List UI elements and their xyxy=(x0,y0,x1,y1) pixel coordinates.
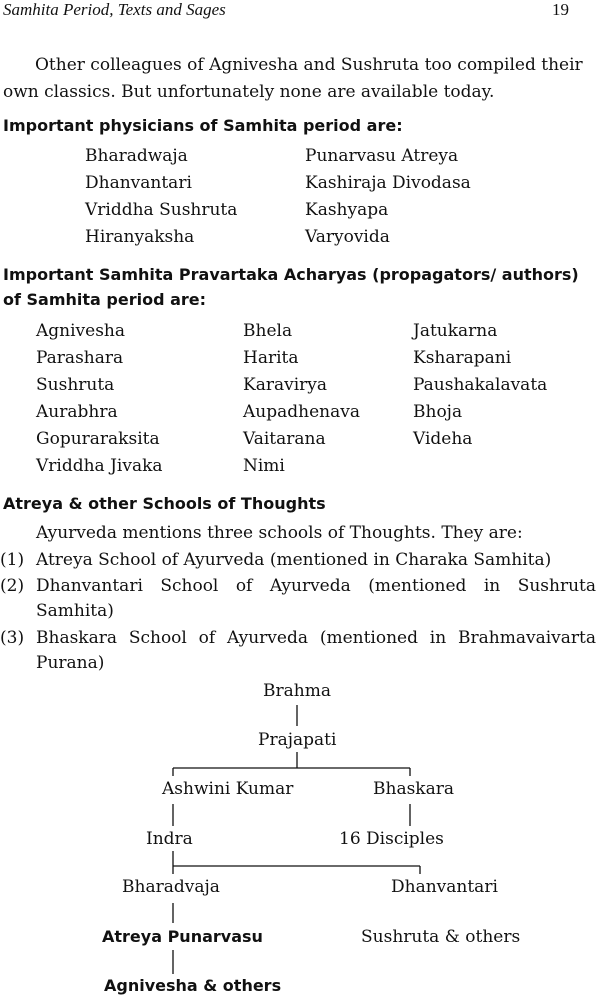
intro-line-2: own classics. But unfortunately none are available today. xyxy=(3,82,495,102)
physician-name: Punarvasu Atreya xyxy=(305,146,459,166)
list-number: (1) xyxy=(0,550,25,570)
acharya-name: Agnivesha xyxy=(36,321,126,341)
physician-name: Kashiraja Divodasa xyxy=(305,173,471,193)
tree-node-brahma: Brahma xyxy=(263,681,331,701)
tree-node-ashwini-kumar: Ashwini Kumar xyxy=(162,779,294,799)
list-number: (3) xyxy=(0,628,25,648)
acharya-name: Parashara xyxy=(36,348,124,368)
acharya-name: Videha xyxy=(413,429,473,449)
acharyas-heading-line-1: Important Samhita Pravartaka Acharyas (propagators/ authors) xyxy=(3,265,579,284)
tree-node-bharadvaja: Bharadvaja xyxy=(122,877,220,897)
physician-name: Vriddha Sushruta xyxy=(85,200,238,220)
acharya-name: Sushruta xyxy=(36,375,115,395)
tree-node-atreya-punarvasu: Atreya Punarvasu xyxy=(102,927,263,946)
acharya-name: Harita xyxy=(243,348,299,368)
physician-name: Hiranyaksha xyxy=(85,227,195,247)
tree-node-16-disciples: 16 Disciples xyxy=(339,829,444,849)
physician-name: Kashyapa xyxy=(305,200,389,220)
tree-node-prajapati: Prajapati xyxy=(258,730,337,750)
acharya-name: Aupadhenava xyxy=(243,402,360,422)
tree-node-sushruta-others: Sushruta & others xyxy=(361,927,521,947)
tree-node-indra: Indra xyxy=(146,829,193,849)
schools-intro: Ayurveda mentions three schools of Thoughts. They are: xyxy=(36,523,523,543)
acharya-name: Karavirya xyxy=(243,375,328,395)
list-text: Atreya School of Ayurveda (mentioned in Charaka Samhita) xyxy=(36,550,552,570)
physician-name: Dhanvantari xyxy=(85,173,192,193)
tree-node-agnivesha-others: Agnivesha & others xyxy=(104,976,282,995)
acharyas-heading-line-2: of Samhita period are: xyxy=(3,290,207,309)
acharya-name: Jatukarna xyxy=(413,321,498,341)
list-number: (2) xyxy=(0,576,25,596)
list-text: Bhaskara School of Ayurveda (mentioned in Brahmavaivarta Purana) xyxy=(36,628,596,673)
acharya-name: Bhoja xyxy=(413,402,463,422)
running-title: Samhita Period, Texts and Sages xyxy=(3,0,226,19)
tree-node-dhanvantari: Dhanvantari xyxy=(391,877,498,897)
schools-heading: Atreya & other Schools of Thoughts xyxy=(3,494,326,513)
acharya-name: Aurabhra xyxy=(36,402,118,422)
tree-node-bhaskara: Bhaskara xyxy=(373,779,454,799)
page-number: 19 xyxy=(552,0,569,19)
acharya-name: Ksharapani xyxy=(413,348,512,368)
physicians-heading: Important physicians of Samhita period are: xyxy=(3,116,403,135)
list-text: Dhanvantari School of Ayurveda (mentioned in Sushruta Samhita) xyxy=(36,576,596,621)
acharya-name: Vriddha Jivaka xyxy=(36,456,163,476)
acharya-name: Vaitarana xyxy=(243,429,326,449)
acharya-name: Paushakalavata xyxy=(413,375,548,395)
physician-name: Bharadwaja xyxy=(85,146,188,166)
intro-line-1: Other colleagues of Agnivesha and Sushruta too compiled their xyxy=(35,55,583,75)
acharya-name: Gopuraraksita xyxy=(36,429,160,449)
physician-name: Varyovida xyxy=(305,227,390,247)
acharya-name: Bhela xyxy=(243,321,293,341)
acharya-name: Nimi xyxy=(243,456,285,476)
